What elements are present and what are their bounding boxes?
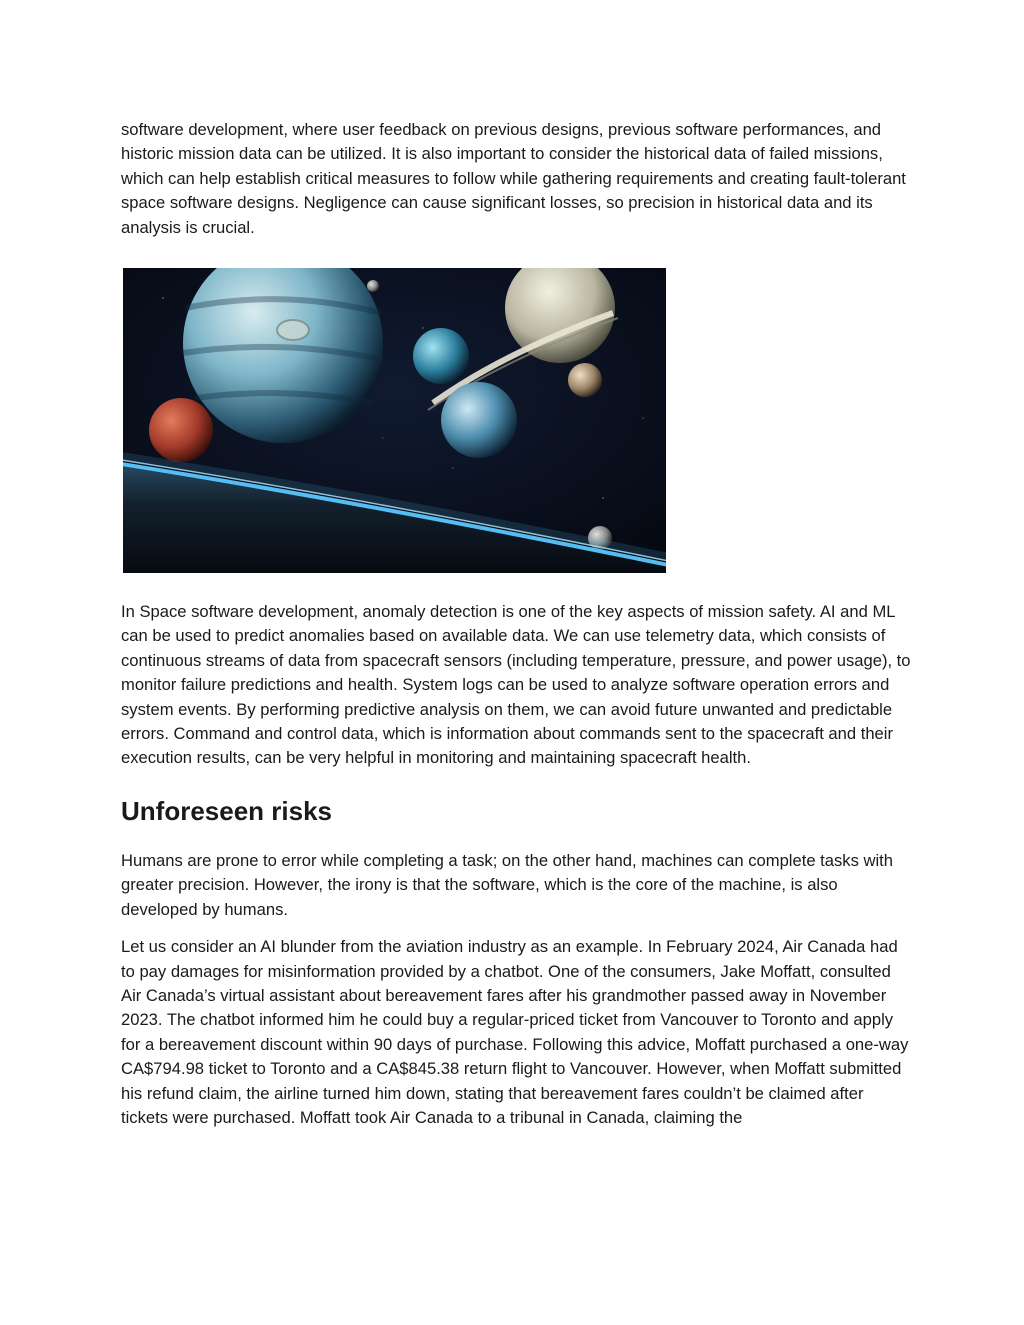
section-heading: Unforeseen risks: [121, 795, 332, 826]
paragraph-intro: software development, where user feedback on previous designs, previous software performances, and historic mission data can be utilized. It is also important to consider the historical data of failed missions, which can help establish critical measures to follow while gathering requirements and creating fault-tolerant space software designs. Negligence can cause significant losses, so precision in historical data and its analysis is crucial.: [121, 120, 906, 237]
document-page: [121, 118, 911, 1130]
planets-image: [123, 268, 666, 573]
paragraph-anomaly-detection: In Space software development, anomaly detection is one of the key aspects of mission safety. AI and ML can be used to predict anomalies based on available data. We can use telemetry data, which consists of continuous streams of data from spacecraft sensors (including temperature, pressure, and power usage), to monitor failure predictions and health. System logs can be used to analyze software operation errors and system events. By performing predictive analysis on them, we can avoid future unwanted and predictable errors. Command and control data, which is information about commands sent to the spacecraft and their execution results, can be very helpful in monitoring and maintaining spacecraft health.: [121, 602, 911, 768]
paragraph-human-error: Humans are prone to error while completing a task; on the other hand, machines can complete tasks with greater precision. However, the irony is that the software, which is the core of the machine, is also developed by humans.: [121, 850, 894, 919]
paragraph-air-canada: Let us consider an AI blunder from the aviation industry as an example. In February 2024, Air Canada had to pay damages for misinformation provided by a chatbot. One of the consumers, Jake Moffatt, consulted Air Canada’s virtual assistant about bereavement fares after his grandmother passed away in November 2023. The chatbot informed him he could buy a regular-priced ticket from Vancouver to Toronto and apply for a bereavement discount within 90 days of purchase. Following this advice, Moffatt purchased a one-way CA$794.98 ticket to Toronto and a CA$845.38 return flight to Vancouver. However, when Moffatt submitted his refund claim, the airline turned him down, stating that bereavement fares couldn’t be claimed after tickets were purchased. Moffatt took Air Canada to a tribunal in Canada, claiming the: [121, 937, 909, 1127]
